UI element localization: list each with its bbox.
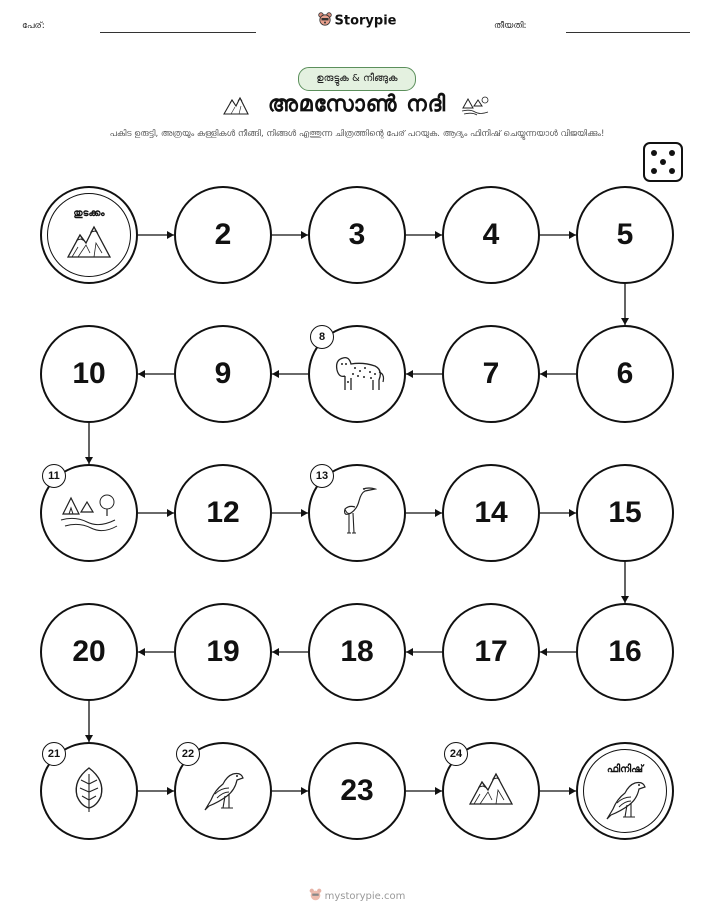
board-cell-4: [442, 186, 540, 284]
cell-number: 10: [72, 357, 106, 390]
village-river-icon: [59, 490, 119, 536]
arrow-head: [167, 787, 174, 795]
board-cell-25: [576, 742, 674, 840]
board-cell-11: [40, 464, 138, 562]
cell-number: 9: [214, 357, 232, 390]
name-label: പേര്:: [22, 21, 45, 31]
arrow-head: [621, 596, 629, 603]
board-cell-20: [40, 603, 138, 701]
cell-number: 17: [474, 635, 508, 668]
finish-label: ഫിനിഷ്: [606, 764, 644, 775]
cell-number-badge: 22: [176, 742, 200, 766]
footer: [0, 888, 714, 904]
arrow-head: [435, 787, 442, 795]
board-cell-19: [174, 603, 272, 701]
board-cell-1: [40, 186, 138, 284]
board-cell-14: [442, 464, 540, 562]
board-cell-24: [442, 742, 540, 840]
cell-number: 23: [340, 774, 374, 807]
cell-number: 20: [72, 635, 106, 668]
board-cell-8: [308, 325, 406, 423]
cell-number: 6: [616, 357, 634, 390]
board-cell-16: [576, 603, 674, 701]
board-cell-12: [174, 464, 272, 562]
instructions: പകിട ഉരുട്ടി, അത്രയും കള്ളികൾ നീങ്ങി, നിങ്ങൾ എത്തുന്ന ചിത്രത്തിന്റെ പേര് പറയുക. ആദ്യം ഫിനിഷ് ചെയ്യുന്നയാൾ വിജയിക്കും!: [109, 129, 605, 139]
board-cell-5: [576, 186, 674, 284]
arrow-head: [272, 370, 279, 378]
board-cell-2: [174, 186, 272, 284]
arrow-head: [138, 370, 145, 378]
arrow-head: [301, 787, 308, 795]
cell-number: 3: [348, 218, 366, 251]
cell-number: 15: [608, 496, 642, 529]
arrow-head: [138, 648, 145, 656]
board-cell-9: [174, 325, 272, 423]
arrow-head: [301, 231, 308, 239]
board-cell-17: [442, 603, 540, 701]
cell-number-badge: 24: [444, 742, 468, 766]
arrow-head: [85, 735, 93, 742]
arrow-head: [167, 231, 174, 239]
cell-number: 14: [474, 496, 508, 529]
board-cell-13: [308, 464, 406, 562]
board-cell-21: [40, 742, 138, 840]
board-cell-18: [308, 603, 406, 701]
board-cell-6: [576, 325, 674, 423]
leopard-icon: [329, 350, 385, 398]
heron-icon: [337, 483, 377, 543]
brand-name: Storypie: [334, 13, 397, 29]
arrow-head: [406, 370, 413, 378]
cell-number-badge: 11: [42, 464, 66, 488]
bear-logo-icon: [309, 888, 322, 904]
mountain-icon: [66, 223, 112, 265]
mountain-icon: [468, 770, 514, 812]
date-label: തീയതി:: [494, 21, 527, 31]
arrow-head: [569, 787, 576, 795]
cell-number: 12: [206, 496, 240, 529]
board-cell-23: [308, 742, 406, 840]
arrow-head: [85, 457, 93, 464]
cell-number: 5: [616, 218, 634, 251]
arrow-head: [301, 509, 308, 517]
arrow-head: [167, 509, 174, 517]
bird-icon: [199, 764, 247, 818]
cell-number-badge: 21: [42, 742, 66, 766]
cell-number-badge: 13: [310, 464, 334, 488]
arrow-head: [435, 509, 442, 517]
cell-number: 7: [482, 357, 500, 390]
board-cell-7: [442, 325, 540, 423]
arrow-head: [621, 318, 629, 325]
board-cell-3: [308, 186, 406, 284]
bird-icon: [601, 773, 649, 827]
arrow-head: [540, 370, 547, 378]
footer-url: mystorypie.com: [324, 891, 406, 902]
board-cell-10: [40, 325, 138, 423]
page-title: അമസോൺ നദി: [267, 92, 447, 117]
arrow-head: [406, 648, 413, 656]
game-tag: ഉരുട്ടുക & നീങ്ങുക: [298, 67, 416, 91]
cell-number: 19: [206, 635, 240, 668]
cell-number: 2: [214, 218, 232, 251]
cell-number: 16: [608, 635, 642, 668]
leaf-icon: [69, 764, 109, 818]
start-label: തുടക്കം: [73, 208, 105, 219]
arrow-head: [272, 648, 279, 656]
arrow-head: [569, 231, 576, 239]
arrow-head: [540, 648, 547, 656]
cell-number: 4: [482, 218, 500, 251]
cell-number: 18: [340, 635, 374, 668]
board-cell-22: [174, 742, 272, 840]
arrow-head: [435, 231, 442, 239]
cell-number-badge: 8: [310, 325, 334, 349]
arrow-head: [569, 509, 576, 517]
board-cell-15: [576, 464, 674, 562]
